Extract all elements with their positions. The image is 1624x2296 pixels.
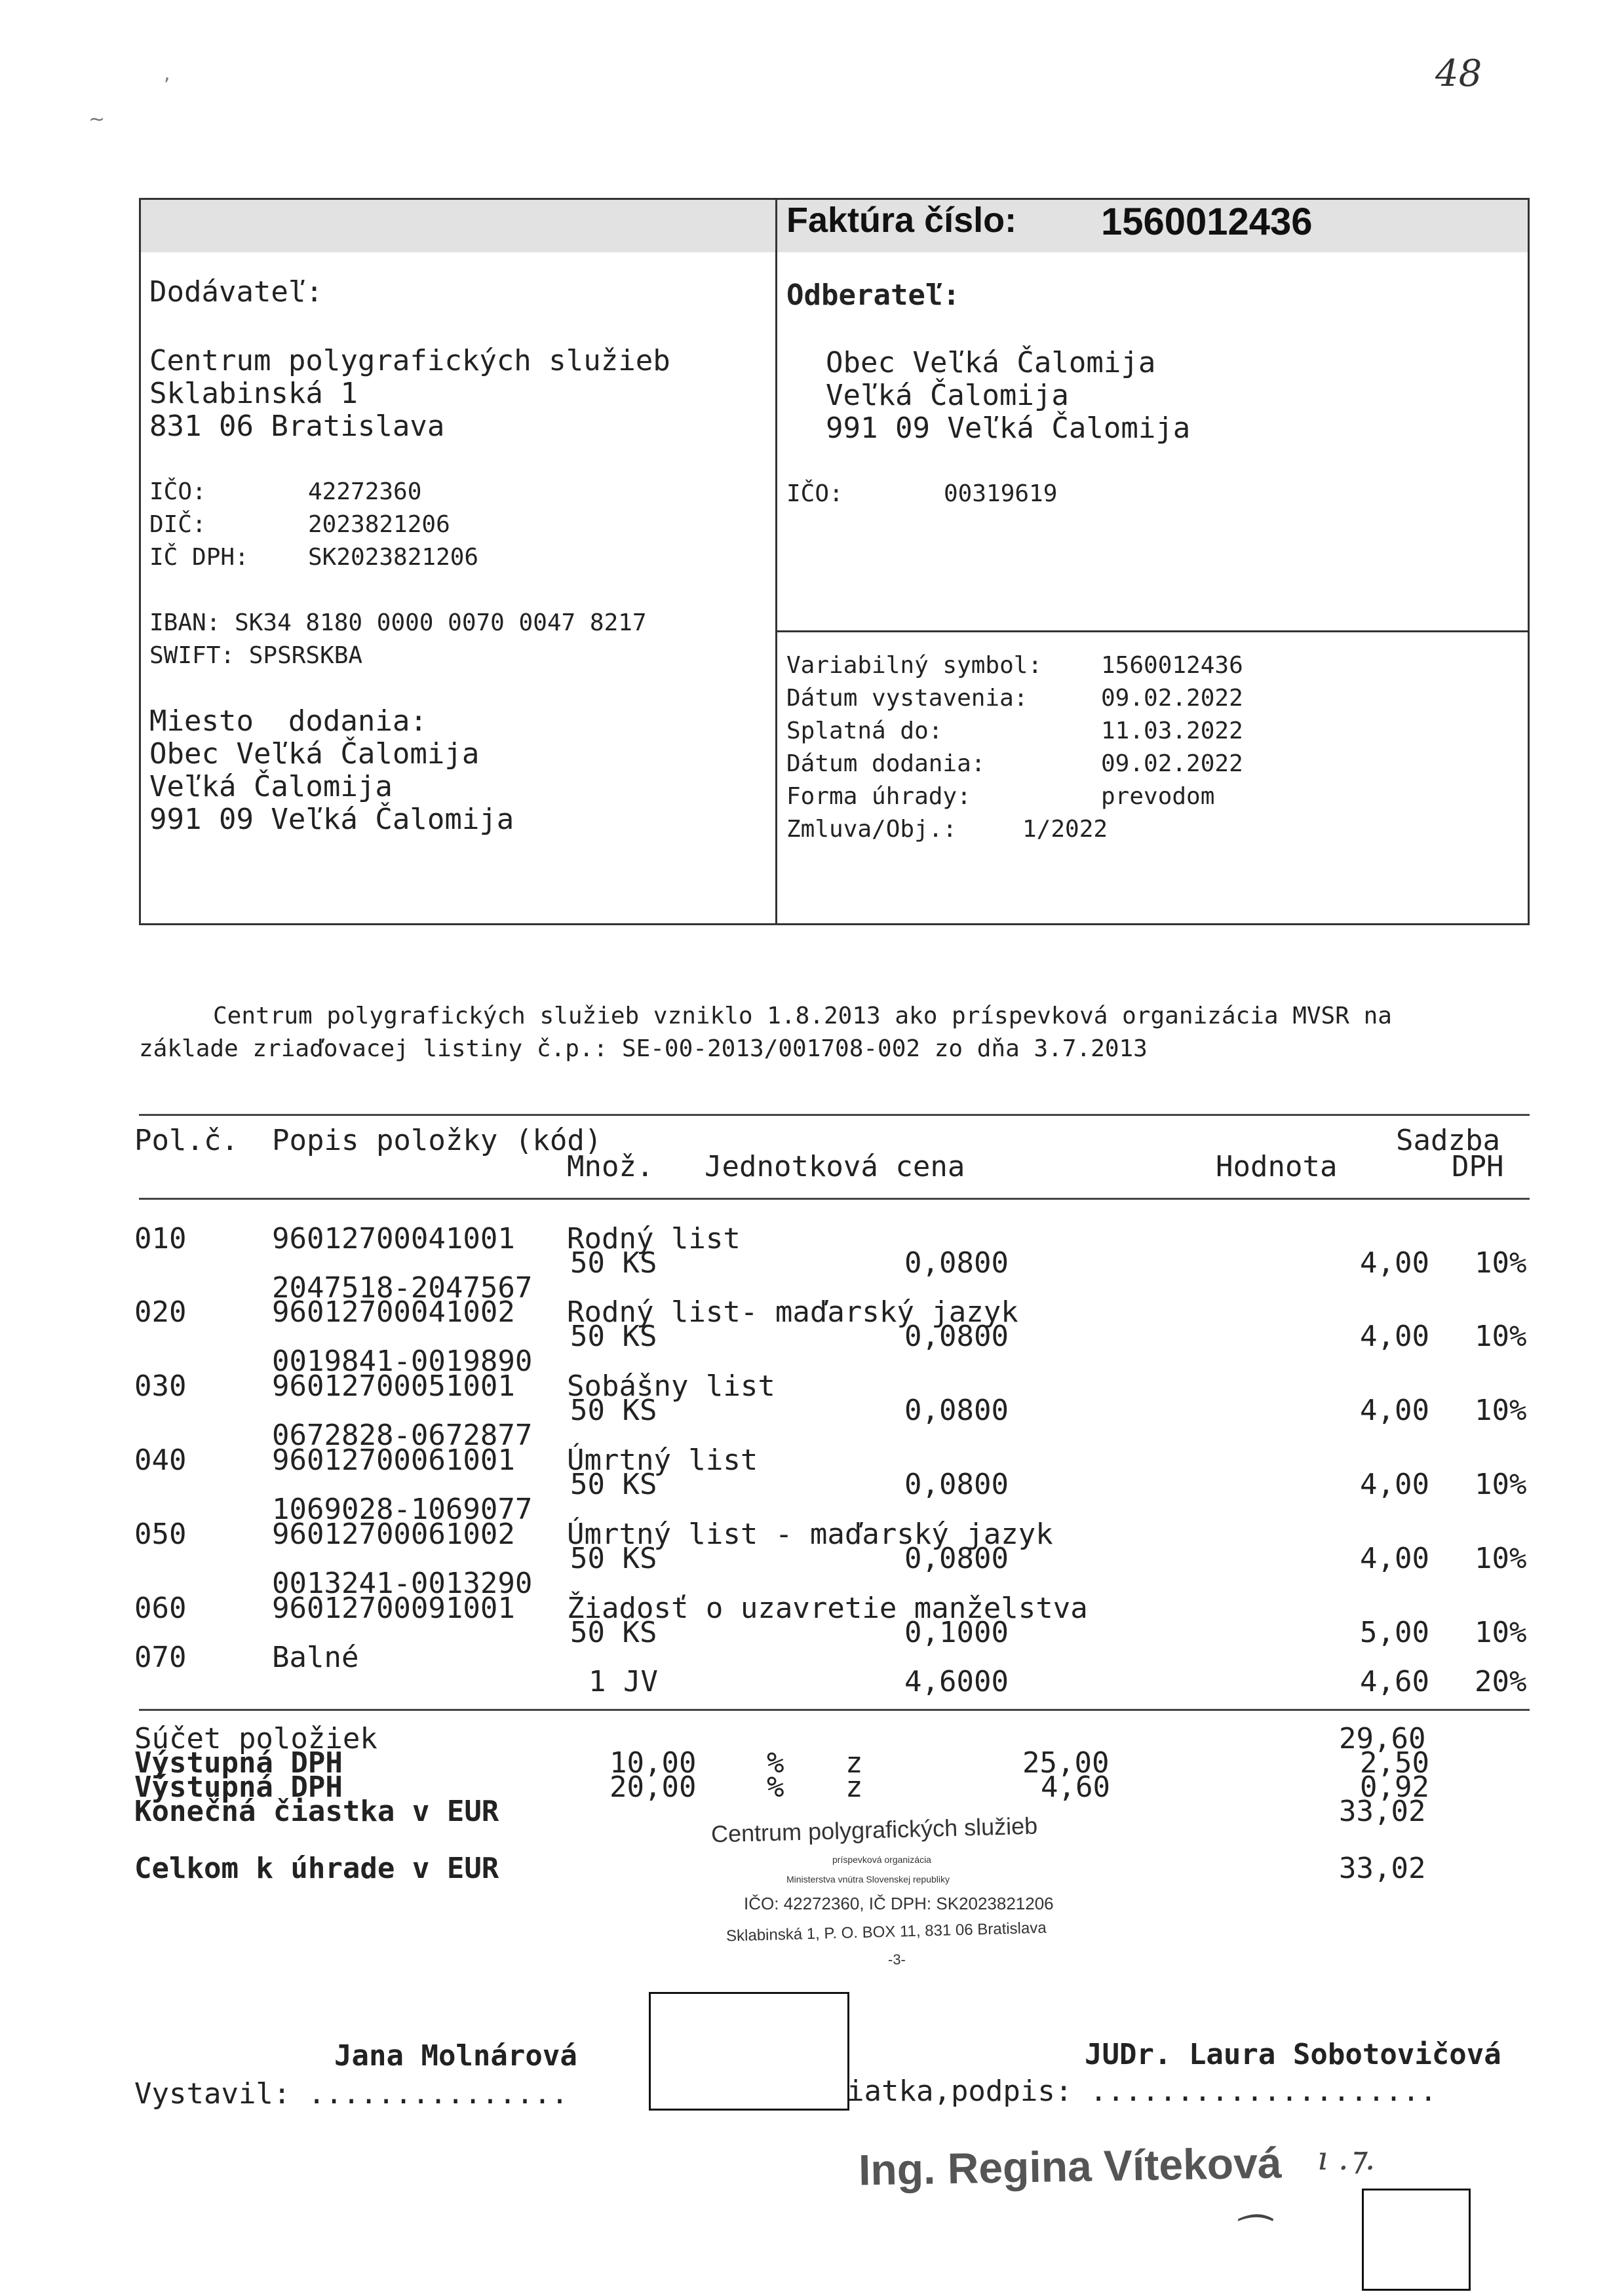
vat-label: Výstupná DPH bbox=[134, 1770, 343, 1804]
col-sadzba: Sadzba bbox=[1396, 1124, 1500, 1157]
item-vat: 10% bbox=[1475, 1542, 1527, 1575]
item-pol: 020 bbox=[134, 1295, 187, 1329]
final-value: 33,02 bbox=[1339, 1795, 1426, 1828]
note-line: základe zriaďovacej listiny č.p.: SE-00-2013/001708-002 zo dňa 3.7.2013 bbox=[139, 1035, 1148, 1062]
table-rule-bottom bbox=[139, 1709, 1530, 1711]
supplier-heading: Dodávateľ: bbox=[149, 275, 323, 309]
item-value: 5,00 bbox=[1360, 1616, 1429, 1649]
item-qty: 1 JV bbox=[589, 1665, 658, 1698]
item-range: 0019841-0019890 bbox=[272, 1345, 533, 1378]
supplier-ico-label: IČO: bbox=[149, 478, 206, 505]
item-value: 4,00 bbox=[1360, 1320, 1429, 1353]
item-value: 4,00 bbox=[1360, 1246, 1429, 1280]
item-vat: 10% bbox=[1475, 1468, 1527, 1501]
final-label: Konečná čiastka v EUR bbox=[134, 1795, 499, 1828]
issuer-name: Jana Molnárová bbox=[334, 2039, 577, 2073]
item-pol: 070 bbox=[134, 1641, 187, 1674]
item-qty: 50 KS bbox=[570, 1320, 657, 1353]
supplier-icdph: SK2023821206 bbox=[308, 544, 479, 571]
vat-z: z bbox=[845, 1770, 863, 1804]
supplier-icdph-label: IČ DPH: bbox=[149, 544, 249, 571]
item-qty: 50 KS bbox=[570, 1616, 657, 1649]
customer-line: Veľká Čalomija bbox=[826, 379, 1069, 412]
item-range: 0013241-0013290 bbox=[272, 1567, 533, 1600]
margin-mark: ~ bbox=[88, 108, 106, 131]
item-vat: 10% bbox=[1475, 1616, 1527, 1649]
redaction-box bbox=[649, 1992, 849, 2111]
stamp-line: -3- bbox=[888, 1951, 906, 1968]
item-unit: 4,6000 bbox=[904, 1665, 1009, 1698]
item-vat: 20% bbox=[1475, 1665, 1527, 1698]
col-hodnota: Hodnota bbox=[1216, 1150, 1338, 1183]
detail-value: prevodom bbox=[1101, 783, 1215, 810]
supplier-street: Sklabinská 1 bbox=[149, 377, 358, 410]
detail-label: Dátum vystavenia: bbox=[786, 685, 1028, 712]
item-desc: Úmrtný list bbox=[567, 1444, 758, 1477]
item-code: 96012700091001 bbox=[272, 1592, 515, 1625]
item-range: 1069028-1069077 bbox=[272, 1493, 533, 1526]
detail-value: 09.02.2022 bbox=[1101, 685, 1243, 712]
customer-line: 991 09 Veľká Čalomija bbox=[826, 411, 1191, 445]
supplier-iban: IBAN: SK34 8180 0000 0070 0047 8217 bbox=[149, 609, 647, 636]
col-dph: DPH bbox=[1452, 1150, 1504, 1183]
item-unit: 0,0800 bbox=[904, 1320, 1009, 1353]
vat-pct: % bbox=[767, 1746, 784, 1780]
signer-label: iatka,podpis: .................... bbox=[847, 2075, 1437, 2108]
item-unit: 0,0800 bbox=[904, 1468, 1009, 1501]
item-code: Balné bbox=[272, 1641, 359, 1674]
note-line: Centrum polygrafických služieb vzniklo 1.8.2013 ako príspevková organizácia MVSR na bbox=[213, 1003, 1392, 1029]
supplier-swift: SWIFT: SPSRSKBA bbox=[149, 642, 363, 669]
item-vat: 10% bbox=[1475, 1394, 1527, 1427]
item-pol: 040 bbox=[134, 1444, 187, 1477]
supplier-city: 831 06 Bratislava bbox=[149, 410, 445, 443]
vat-label: Výstupná DPH bbox=[134, 1746, 343, 1780]
divider-vertical bbox=[775, 198, 777, 925]
customer-heading: Odberateľ: bbox=[786, 278, 960, 312]
item-unit: 0,0800 bbox=[904, 1394, 1009, 1427]
delivery-line: 991 09 Veľká Čalomija bbox=[149, 803, 514, 836]
item-value: 4,00 bbox=[1360, 1542, 1429, 1575]
item-pol: 010 bbox=[134, 1222, 187, 1255]
item-qty: 50 KS bbox=[570, 1246, 657, 1280]
detail-label: Forma úhrady: bbox=[786, 783, 971, 810]
stamp-line: Centrum polygrafických služieb bbox=[710, 1812, 1038, 1848]
stamp-line: Ministerstva vnútra Slovenskej republiky bbox=[786, 1874, 950, 1885]
redaction-box bbox=[1362, 2189, 1471, 2291]
received-name-stamp: Ing. Regina Víteková bbox=[858, 2138, 1283, 2194]
detail-label: Splatná do: bbox=[786, 718, 943, 744]
detail-value: 11.03.2022 bbox=[1101, 718, 1243, 744]
supplier-dic-label: DIČ: bbox=[149, 511, 206, 538]
vat-value: 2,50 bbox=[1360, 1746, 1429, 1780]
col-popis: Popis položky (kód) bbox=[272, 1124, 602, 1157]
item-value: 4,00 bbox=[1360, 1394, 1429, 1427]
signer-name: JUDr. Laura Sobotovičová bbox=[1085, 2038, 1501, 2071]
vat-z: z bbox=[845, 1746, 863, 1780]
detail-label: Variabilný symbol: bbox=[786, 652, 1043, 679]
supplier-ico: 42272360 bbox=[308, 478, 422, 505]
detail-value: 1/2022 bbox=[1022, 816, 1108, 843]
detail-value: 1560012436 bbox=[1101, 652, 1243, 679]
margin-mark: , bbox=[164, 62, 170, 85]
item-value: 4,00 bbox=[1360, 1468, 1429, 1501]
sum-value: 29,60 bbox=[1339, 1722, 1426, 1755]
item-qty: 50 KS bbox=[570, 1468, 657, 1501]
customer-ico-label: IČO: bbox=[786, 480, 843, 507]
item-vat: 10% bbox=[1475, 1246, 1527, 1280]
vat-base: 4,60 bbox=[1041, 1770, 1110, 1804]
delivery-line: Veľká Čalomija bbox=[149, 770, 393, 803]
item-unit: 0,0800 bbox=[904, 1246, 1009, 1280]
delivery-line: Obec Veľká Čalomija bbox=[149, 737, 480, 771]
item-unit: 0,1000 bbox=[904, 1616, 1009, 1649]
col-pol: Pol.č. bbox=[134, 1124, 239, 1157]
item-desc: Rodný list- maďarský jazyk bbox=[567, 1295, 1018, 1329]
item-range: 0672828-0672877 bbox=[272, 1419, 533, 1452]
item-value: 4,60 bbox=[1360, 1665, 1429, 1698]
col-jedn: Jednotková cena bbox=[705, 1150, 965, 1183]
handwritten-signature-stroke: ⁀ bbox=[1232, 2215, 1264, 2261]
vat-value: 0,92 bbox=[1360, 1770, 1429, 1804]
item-vat: 10% bbox=[1475, 1320, 1527, 1353]
vat-base: 25,00 bbox=[1022, 1746, 1110, 1780]
item-qty: 50 KS bbox=[570, 1394, 657, 1427]
item-code: 96012700041002 bbox=[272, 1295, 515, 1329]
delivery-heading: Miesto dodania: bbox=[149, 704, 427, 738]
item-desc: Úmrtný list - maďarský jazyk bbox=[567, 1518, 1053, 1551]
pay-value: 33,02 bbox=[1339, 1852, 1426, 1885]
vat-rate: 10,00 bbox=[609, 1746, 697, 1780]
item-desc: Žiadosť o uzavretie manželstva bbox=[567, 1592, 1088, 1625]
vat-rate: 20,00 bbox=[609, 1770, 697, 1804]
customer-ico: 00319619 bbox=[944, 480, 1058, 507]
item-code: 96012700061002 bbox=[272, 1518, 515, 1551]
item-code: 96012700041001 bbox=[272, 1222, 515, 1255]
table-rule-header bbox=[139, 1198, 1530, 1200]
item-pol: 050 bbox=[134, 1518, 187, 1551]
stamp-line: IČO: 42272360, IČ DPH: SK2023821206 bbox=[744, 1894, 1054, 1913]
item-pol: 030 bbox=[134, 1369, 187, 1403]
supplier-name: Centrum polygrafických služieb bbox=[149, 344, 670, 377]
item-unit: 0,0800 bbox=[904, 1542, 1009, 1575]
stamp-line: príspevková organizácia bbox=[832, 1854, 931, 1865]
detail-label: Zmluva/Obj.: bbox=[786, 816, 957, 843]
item-desc: Rodný list bbox=[567, 1222, 741, 1255]
handwritten-initials: ı .⁊. bbox=[1317, 2139, 1376, 2177]
invoice-title: Faktúra číslo: bbox=[786, 201, 1017, 240]
handwritten-page-number: 48 bbox=[1435, 52, 1482, 95]
invoice-number: 1560012436 bbox=[1101, 201, 1313, 243]
supplier-dic: 2023821206 bbox=[308, 511, 450, 538]
item-desc: Sobášny list bbox=[567, 1369, 775, 1403]
item-code: 96012700061001 bbox=[272, 1444, 515, 1477]
item-qty: 50 KS bbox=[570, 1542, 657, 1575]
customer-line: Obec Veľká Čalomija bbox=[826, 346, 1156, 379]
stamp-line: Sklabinská 1, P. O. BOX 11, 831 06 Bratislava bbox=[725, 1919, 1047, 1945]
item-code: 96012700051001 bbox=[272, 1369, 515, 1403]
divider-horizontal bbox=[775, 630, 1530, 632]
detail-value: 09.02.2022 bbox=[1101, 750, 1243, 777]
pay-label: Celkom k úhrade v EUR bbox=[134, 1852, 499, 1885]
item-range: 2047518-2047567 bbox=[272, 1271, 533, 1305]
table-rule-top bbox=[139, 1114, 1530, 1116]
vat-pct: % bbox=[767, 1770, 784, 1804]
issuer-label: Vystavil: ............... bbox=[134, 2077, 569, 2111]
sum-label: Súčet položiek bbox=[134, 1722, 377, 1755]
col-mnoz: Množ. bbox=[567, 1150, 654, 1183]
detail-label: Dátum dodania: bbox=[786, 750, 986, 777]
item-pol: 060 bbox=[134, 1592, 187, 1625]
